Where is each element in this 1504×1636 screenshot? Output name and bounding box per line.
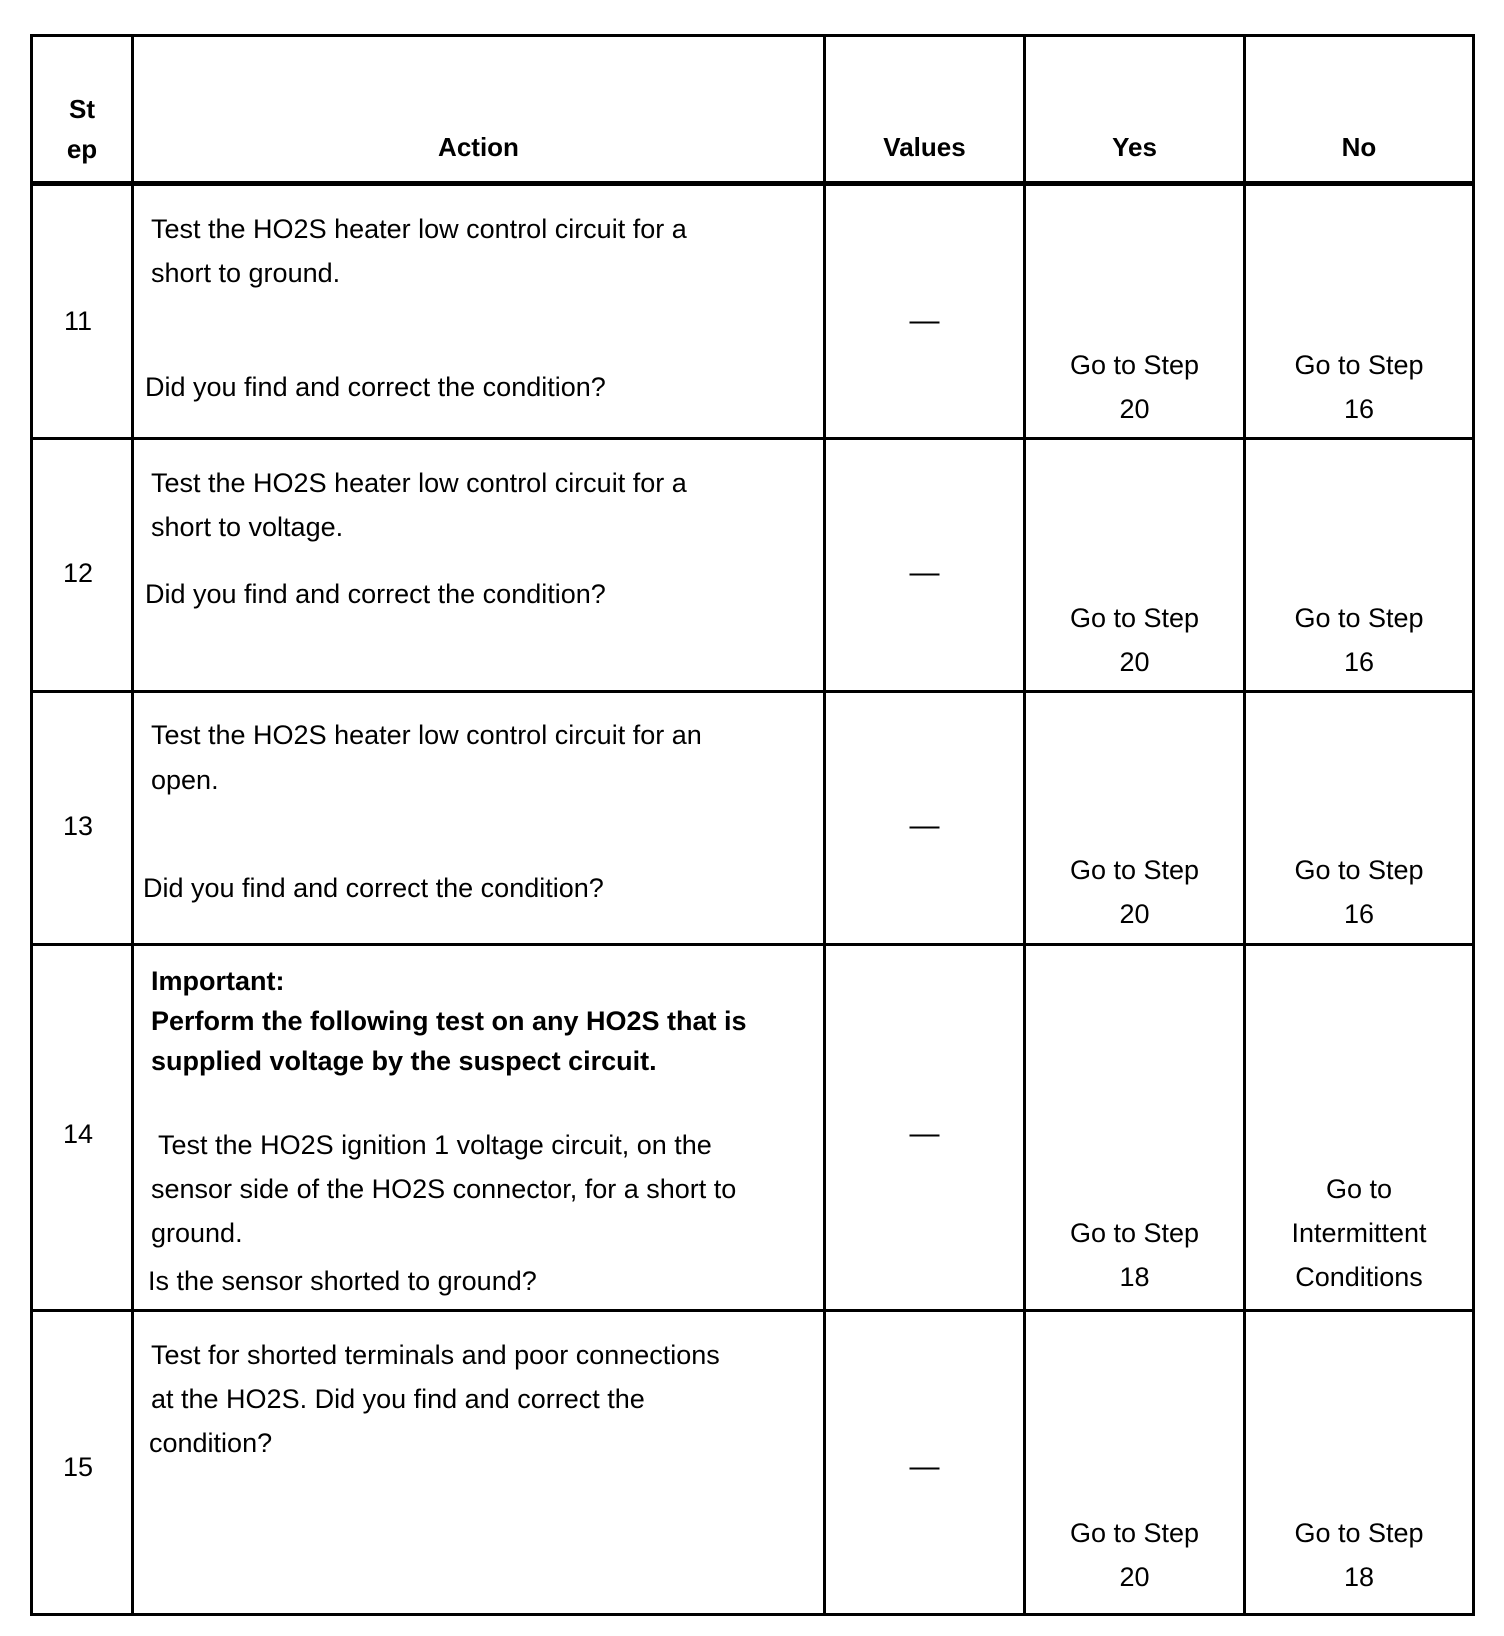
action-line: Test the HO2S ignition 1 voltage circuit, on the <box>151 1130 712 1160</box>
important-note: supplied voltage by the suspect circuit. <box>151 1046 657 1076</box>
yes-result <box>1026 1511 1243 1599</box>
no-result <box>1246 1167 1472 1299</box>
no-result <box>1246 1511 1472 1599</box>
step-number: 11 <box>63 306 93 336</box>
row-divider-14 <box>33 1309 1472 1312</box>
action-line: Test the HO2S heater low control circuit for a <box>151 468 687 498</box>
no-line: 16 <box>1343 899 1375 929</box>
yes-line: Go to Step <box>1069 603 1200 633</box>
value-dash: — <box>909 556 940 589</box>
action-line: Test for shorted terminals and poor connections <box>151 1340 720 1370</box>
row-divider-12 <box>33 690 1472 693</box>
step-number: 13 <box>62 811 94 841</box>
yes-line: Go to Step <box>1069 855 1200 885</box>
no-line: Conditions <box>1295 1262 1423 1292</box>
yes-result <box>1026 1211 1243 1299</box>
yes-line: 18 <box>1119 1262 1150 1292</box>
no-line: Go to <box>1325 1174 1393 1204</box>
yes-result <box>1026 848 1243 936</box>
header-divider <box>33 181 1472 186</box>
header-no: No <box>1341 132 1377 162</box>
important-label: Important: <box>151 966 285 996</box>
no-line: Go to Step <box>1294 350 1424 380</box>
action-line: Test the HO2S heater low control circuit for a <box>151 214 687 244</box>
header-step-line1: St <box>69 94 95 124</box>
row-divider-13 <box>33 943 1472 946</box>
action-line: short to voltage. <box>151 512 344 542</box>
value-dash: — <box>909 809 940 842</box>
no-line: 18 <box>1343 1562 1375 1592</box>
yes-result <box>1026 596 1243 684</box>
col-divider-yes <box>1243 37 1246 1613</box>
header-step <box>33 89 131 169</box>
action-line: short to ground. <box>151 258 341 288</box>
action-question: Is the sensor shorted to ground? <box>148 1266 537 1296</box>
action-line: condition? <box>149 1428 273 1458</box>
action-line: open. <box>151 765 219 795</box>
action-question: Did you find and correct the condition? <box>143 873 604 903</box>
action-line: ground. <box>151 1218 243 1248</box>
yes-line: Go to Step <box>1069 1218 1200 1248</box>
no-result <box>1246 596 1472 684</box>
yes-line: Go to Step <box>1069 1518 1200 1548</box>
value-dash: — <box>909 1117 940 1150</box>
action-line: Test the HO2S heater low control circuit for an <box>151 720 702 750</box>
action-question: Did you find and correct the condition? <box>145 579 606 609</box>
yes-line: 20 <box>1119 394 1150 424</box>
yes-line: 20 <box>1119 647 1150 677</box>
header-action: Action <box>438 132 519 162</box>
header-step-line2: ep <box>66 134 98 164</box>
no-line: 16 <box>1343 394 1375 424</box>
no-line: Go to Step <box>1294 855 1424 885</box>
no-line: Go to Step <box>1294 603 1424 633</box>
col-divider-values <box>1023 37 1026 1613</box>
step-number: 14 <box>62 1119 94 1149</box>
yes-line: 20 <box>1119 1562 1150 1592</box>
step-number: 12 <box>62 558 94 588</box>
row-divider-11 <box>33 437 1472 440</box>
col-divider-step <box>131 37 134 1613</box>
important-note: Perform the following test on any HO2S that is <box>151 1006 747 1036</box>
yes-line: Go to Step <box>1069 350 1200 380</box>
no-result <box>1246 848 1472 936</box>
step-number: 15 <box>62 1452 94 1482</box>
action-line: at the HO2S. Did you find and correct the <box>151 1384 645 1414</box>
yes-line: 20 <box>1119 899 1150 929</box>
header-values: Values <box>883 132 966 162</box>
no-line: Go to Step <box>1294 1518 1424 1548</box>
diagnostic-table <box>30 34 1475 1616</box>
action-question: Did you find and correct the condition? <box>145 372 606 402</box>
no-result <box>1246 343 1472 431</box>
value-dash: — <box>909 1450 940 1483</box>
no-line: Intermittent <box>1291 1218 1427 1248</box>
action-line: sensor side of the HO2S connector, for a short to <box>151 1174 737 1204</box>
value-dash: — <box>909 304 940 337</box>
yes-result <box>1026 343 1243 431</box>
no-line: 16 <box>1343 647 1375 677</box>
header-yes: Yes <box>1112 132 1157 162</box>
